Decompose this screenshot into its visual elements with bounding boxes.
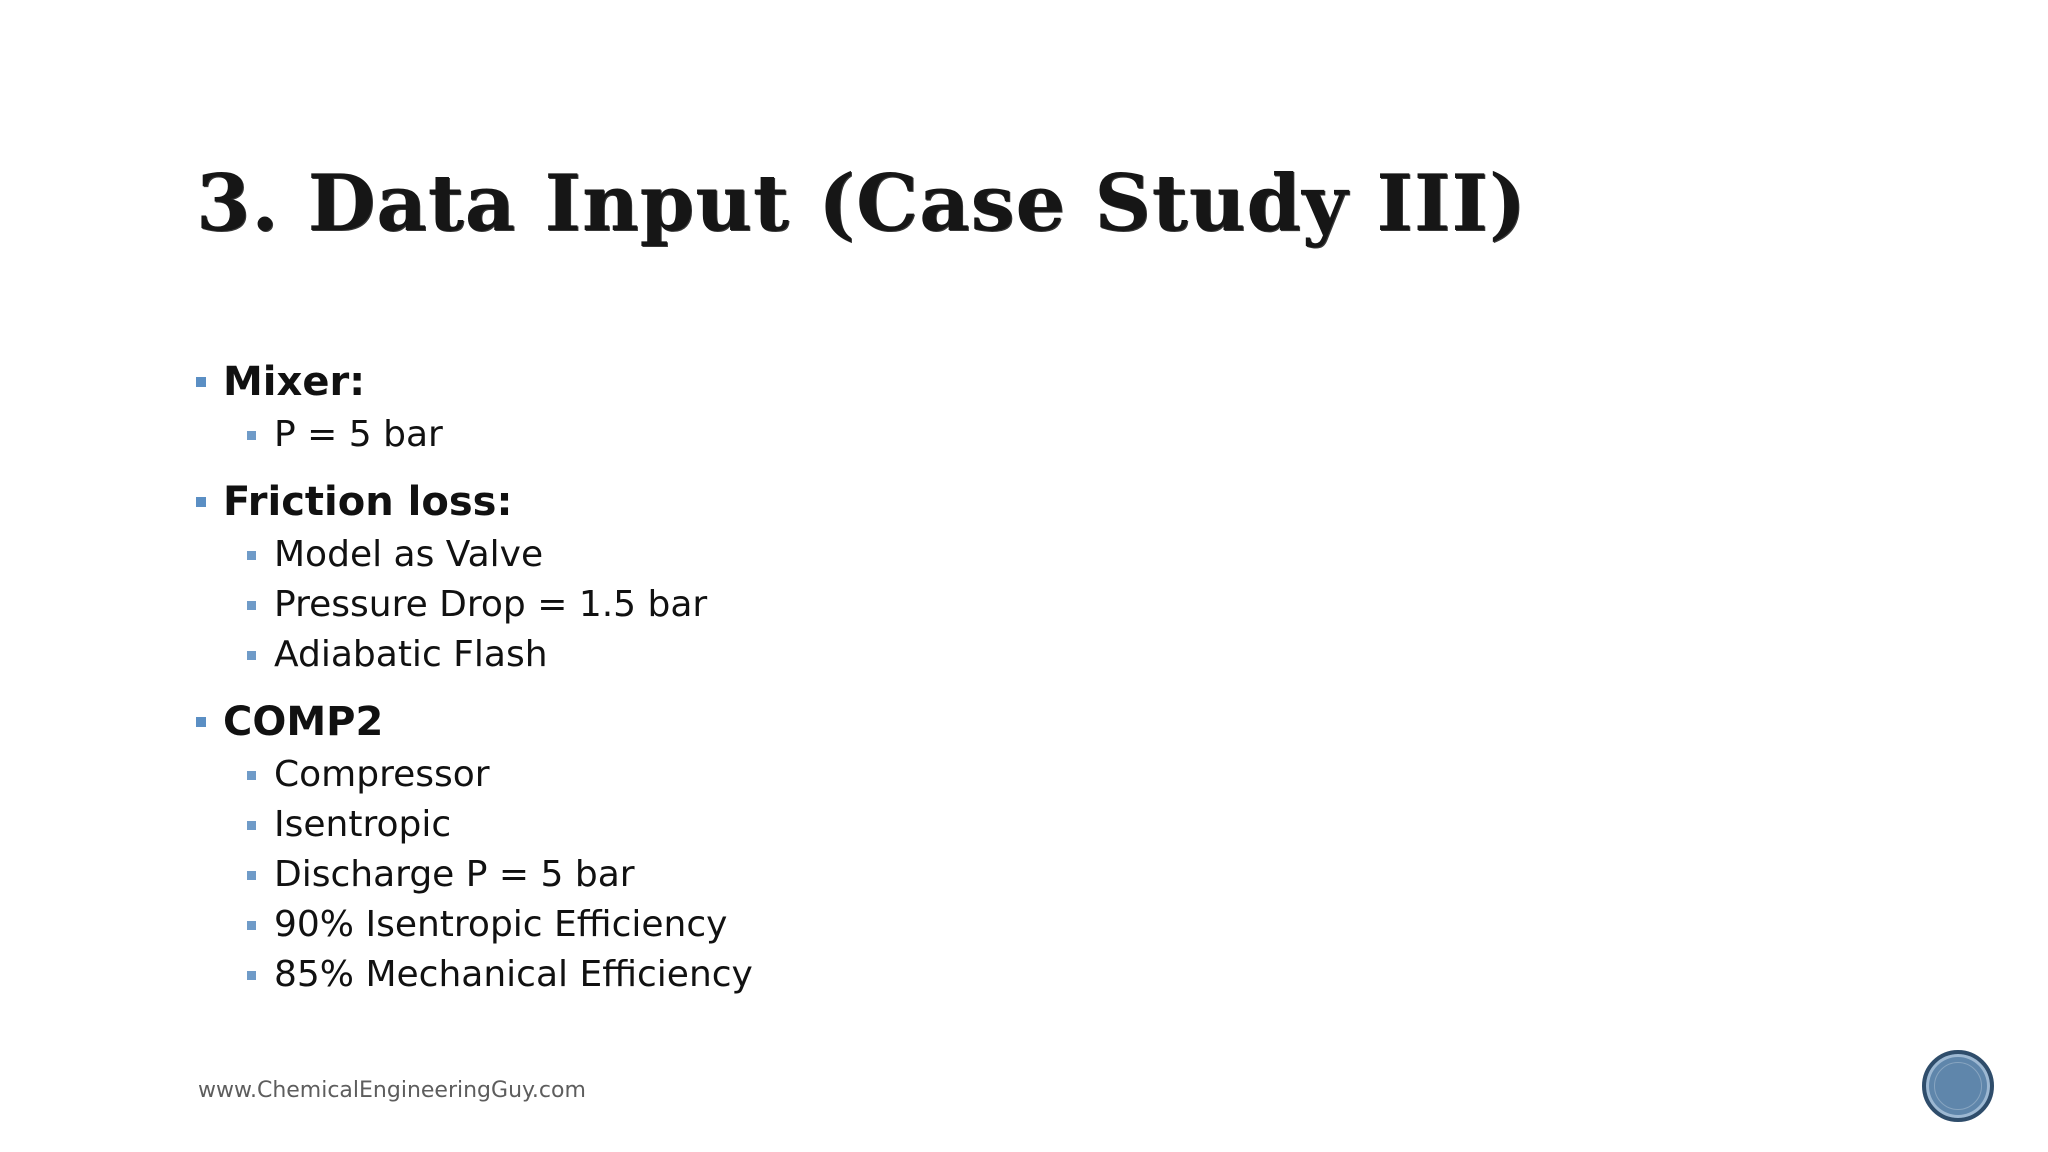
bullet-level2 — [247, 900, 1396, 950]
section-item: P = 5 bar — [274, 414, 443, 455]
bullet-square-icon — [247, 871, 256, 880]
section-item: Pressure Drop = 1.5 bar — [274, 584, 708, 625]
bullet-square-icon — [247, 921, 256, 930]
circle-ring — [1934, 1062, 1982, 1110]
section-item: 85% Mechanical Efficiency — [274, 954, 753, 995]
bullet-square-icon — [247, 771, 256, 780]
bullet-level1 — [196, 354, 1396, 410]
bullet-level2 — [247, 630, 1396, 680]
section-item: Adiabatic Flash — [274, 634, 548, 675]
bullet-square-icon — [196, 717, 206, 727]
bullet-square-icon — [247, 551, 256, 560]
circle-nav-icon[interactable] — [1922, 1050, 1994, 1122]
bullet-square-icon — [196, 377, 206, 387]
section-comp2 — [196, 694, 1396, 1000]
section-mixer — [196, 354, 1396, 460]
bullet-level2 — [247, 950, 1396, 1000]
section-item: Isentropic — [274, 804, 452, 845]
bullet-level2 — [247, 850, 1396, 900]
section-item: 90% Isentropic Efficiency — [274, 904, 728, 945]
section-friction-loss — [196, 474, 1396, 680]
section-item: Discharge P = 5 bar — [274, 854, 635, 895]
bullet-square-icon — [196, 497, 206, 507]
section-heading: COMP2 — [223, 699, 384, 745]
bullet-level2 — [247, 410, 1396, 460]
section-heading: Friction loss: — [223, 479, 513, 525]
bullet-square-icon — [247, 971, 256, 980]
bullet-square-icon — [247, 821, 256, 830]
bullet-level1 — [196, 694, 1396, 750]
section-item: Model as Valve — [274, 534, 544, 575]
bullet-square-icon — [247, 601, 256, 610]
bullet-level2 — [247, 530, 1396, 580]
section-item: Compressor — [274, 754, 490, 795]
slide-content — [196, 354, 1396, 1000]
bullet-square-icon — [247, 431, 256, 440]
footer-website: www.ChemicalEngineeringGuy.com — [198, 1078, 586, 1103]
bullet-square-icon — [247, 651, 256, 660]
bullet-level1 — [196, 474, 1396, 530]
bullet-level2 — [247, 800, 1396, 850]
slide-title: 3. Data Input (Case Study III) — [196, 158, 1527, 249]
bullet-level2 — [247, 750, 1396, 800]
section-heading: Mixer: — [223, 359, 366, 405]
bullet-level2 — [247, 580, 1396, 630]
